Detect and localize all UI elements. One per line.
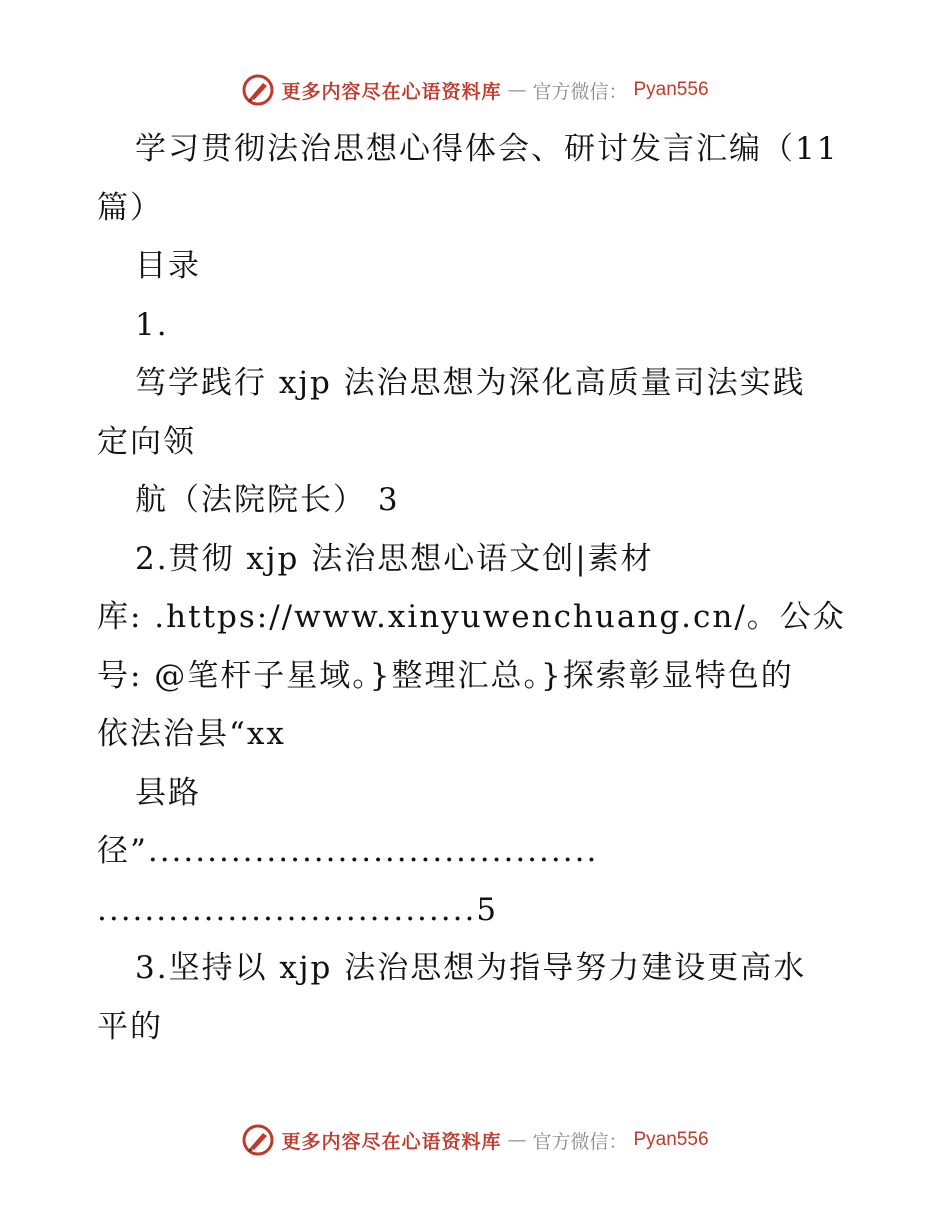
document-line: 笃学践行 xjp 法治思想为深化高质量司法实践: [135, 365, 806, 401]
pen-logo-icon: [241, 1123, 275, 1157]
document-line: 学习贯彻法治思想心得体会、研讨发言汇编（11: [135, 131, 839, 167]
banner-wechat-label: 官方微信：: [532, 80, 628, 103]
document-line: 县路: [135, 774, 201, 811]
banner-wechat-id: Pyan556: [633, 79, 709, 100]
document-line: 平的: [97, 1008, 163, 1045]
footer-banner: [0, 1120, 950, 1160]
document-body: [97, 120, 857, 1056]
document-line: 航（法院院长） 3: [135, 482, 400, 518]
document-line: 径”......................................: [97, 833, 599, 869]
document-line: 篇）: [97, 189, 163, 226]
document-line: 3.坚持以 xjp 法治思想为指导努力建设更高水: [135, 950, 807, 986]
document-line: 1.: [135, 306, 169, 343]
document-line: 目录: [135, 248, 201, 284]
document-line: 定向领: [97, 423, 196, 460]
banner-title: 更多内容尽在心语资料库: [281, 1130, 502, 1153]
document-line: 2.贯彻 xjp 法治思想心语文创|素材: [135, 540, 654, 577]
document-line: 库: .https://www.xinyuwenchuang.cn/。公众: [97, 599, 846, 635]
banner-wechat-label: 官方微信：: [532, 1130, 628, 1153]
banner-wechat-id: Pyan556: [633, 1129, 709, 1150]
banner-separator: —: [507, 1129, 527, 1151]
document-line: 号: @笔杆子星域。}整理汇总。}探索彰显特色的: [97, 657, 794, 694]
document-line: 依法治县“xx: [97, 716, 286, 752]
document-line: ................................5: [97, 891, 499, 928]
banner-title: 更多内容尽在心语资料库: [281, 80, 502, 103]
header-banner: [0, 70, 950, 110]
pen-logo-icon: [241, 73, 275, 107]
banner-separator: —: [507, 79, 527, 101]
